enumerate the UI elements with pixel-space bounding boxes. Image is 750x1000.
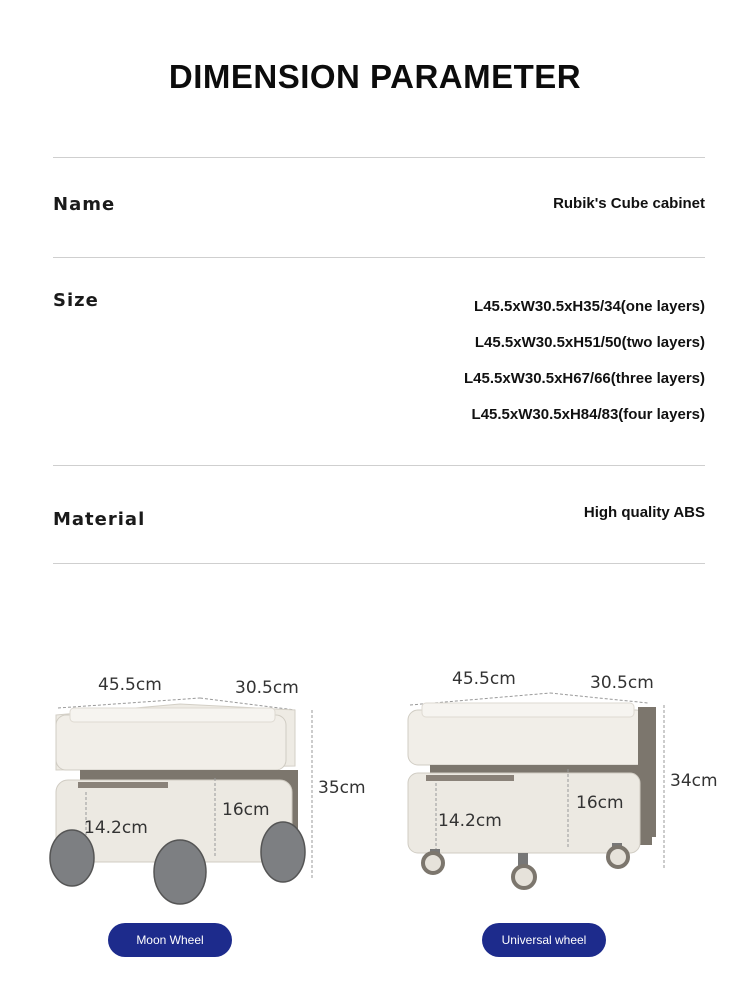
divider: [53, 257, 705, 258]
size-item: L45.5xW30.5xH51/50(two layers): [474, 334, 705, 351]
drawer-width-dimension: 14.2cm: [438, 811, 502, 831]
length-dimension: 45.5cm: [98, 675, 162, 695]
width-dimension: 30.5cm: [235, 678, 299, 698]
size-list: [464, 296, 705, 440]
moon-wheel-badge: Moon Wheel: [108, 923, 232, 957]
drawer-depth-dimension: 16cm: [576, 793, 624, 813]
divider: [53, 465, 705, 466]
size-item: L45.5xW30.5xH67/66(three layers): [464, 370, 705, 387]
size-item: L45.5xW30.5xH35/34(one layers): [474, 298, 705, 315]
moon-wheel-cabinet-illustration: [40, 670, 380, 910]
length-dimension: 45.5cm: [452, 669, 516, 689]
name-label: Name: [53, 194, 116, 215]
size-item: L45.5xW30.5xH84/83(four layers): [471, 406, 705, 423]
divider: [53, 563, 705, 564]
material-value: High quality ABS: [583, 504, 705, 521]
universal-wheel-badge: Universal wheel: [482, 923, 606, 957]
height-dimension: 35cm: [318, 778, 366, 798]
width-dimension: 30.5cm: [590, 673, 654, 693]
name-value: Rubik's Cube cabinet: [553, 195, 705, 212]
size-label: Size: [53, 290, 99, 311]
height-dimension: 34cm: [670, 771, 718, 791]
drawer-width-dimension: 14.2cm: [84, 818, 148, 838]
page-title: DIMENSION PARAMETER: [168, 58, 582, 95]
universal-wheel-cabinet-illustration: [400, 665, 730, 905]
divider: [53, 157, 705, 158]
material-label: Material: [53, 509, 146, 530]
drawer-depth-dimension: 16cm: [222, 800, 270, 820]
